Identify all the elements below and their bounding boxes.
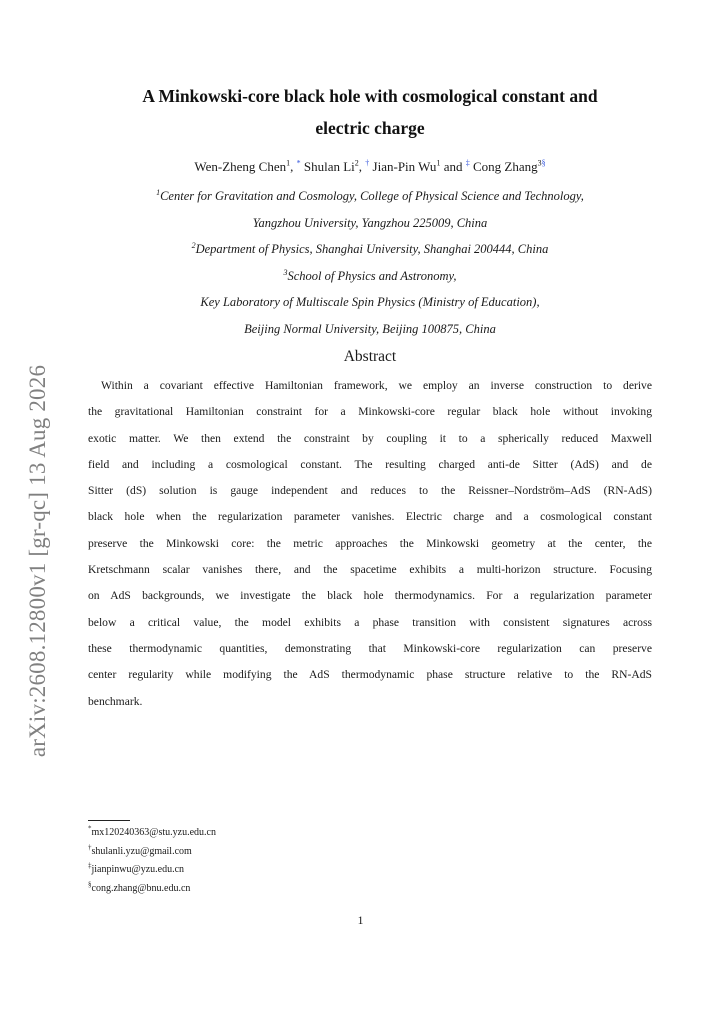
affiliation-line: Key Laboratory of Multiscale Spin Physics (Ministry of Education), bbox=[200, 295, 540, 309]
abstract-line: below a critical value, the model exhibits a phase transition with consistent signatures across bbox=[88, 615, 652, 629]
abstract-line: Sitter (dS) solution is gauge independent and reduces to the Reissner–Nordström–AdS (RN-AdS) bbox=[88, 484, 652, 498]
email-link[interactable]: mx120240363@stu.yzu.edu.cn bbox=[91, 827, 216, 838]
email-link[interactable]: jianpinwu@yzu.edu.cn bbox=[91, 864, 185, 875]
affiliation-line: $^2$Department of Physics, Shanghai University, Shanghai 200444, China bbox=[191, 240, 549, 256]
footnote-link[interactable]: † bbox=[365, 158, 370, 168]
abstract-body bbox=[88, 373, 652, 715]
abstract-line: center regularity while modifying the AdS thermodynamic phase structure relative to the RN-AdS bbox=[88, 668, 652, 682]
affiliation-line: Beijing Normal University, Beijing 100875, China bbox=[244, 321, 496, 336]
footnote: §cong.zhang@bnu.edu.cn bbox=[88, 880, 191, 894]
author: Jian-Pin Wu$^1$ and ‡ bbox=[372, 158, 470, 174]
affiliation-line: $^3$School of Physics and Astronomy, bbox=[283, 267, 457, 283]
abstract-line: these thermodynamic quantities, demonstrating that Minkowski-core regularization can preserve bbox=[88, 641, 652, 655]
abstract-heading: Abstract bbox=[343, 348, 397, 365]
abstract-line: field and including a cosmological constant. The resulting charged anti-de Sitter (AdS) and de bbox=[88, 457, 652, 471]
footnotes bbox=[88, 824, 488, 898]
abstract-line: benchmark. bbox=[88, 694, 143, 708]
author: Cong Zhang$^{3\S}$ bbox=[472, 158, 546, 174]
email-link[interactable]: cong.zhang@bnu.edu.cn bbox=[91, 882, 191, 894]
footnote: ‡jianpinwu@yzu.edu.cn bbox=[88, 861, 185, 875]
abstract-line: exotic matter. We then extend the constraint by coupling it to a spherically reduced Maxwell bbox=[88, 431, 652, 445]
abstract-line: on AdS backgrounds, we investigate the black hole thermodynamics. For a regularization parameter bbox=[88, 589, 652, 603]
author-list bbox=[88, 157, 652, 177]
affiliation-line: $^1$Center for Gravitation and Cosmology, College of Physical Science and Technology, bbox=[156, 187, 584, 203]
affiliations bbox=[88, 183, 652, 342]
affiliation-line: Yangzhou University, Yangzhou 225009, China bbox=[252, 215, 488, 230]
author: Wen-Zheng Chen$^1$, * bbox=[194, 158, 301, 174]
page-number: 1 bbox=[357, 913, 364, 927]
abstract-line: the gravitational Hamiltonian constraint for a Minkowski-core regular black hole without invoking bbox=[88, 405, 652, 419]
abstract-line: preserve the Minkowski core: the metric approaches the Minkowski geometry at the center, the bbox=[88, 536, 652, 550]
footnote: *mx120240363@stu.yzu.edu.cn bbox=[88, 824, 216, 838]
abstract-line: Within a covariant effective Hamiltonian framework, we employ an inverse construction to derive bbox=[101, 379, 652, 392]
paper-title bbox=[88, 80, 652, 144]
title-line-2: electric charge bbox=[315, 118, 425, 138]
footnote: †shulanli.yzu@gmail.com bbox=[88, 843, 192, 857]
arxiv-sidebar-stamp bbox=[20, 364, 56, 758]
email-link[interactable]: shulanli.yzu@gmail.com bbox=[91, 845, 192, 857]
footnote-link[interactable]: § bbox=[541, 158, 546, 168]
arxiv-identifier: arXiv:2608.12800v1 [gr-qc] 13 Aug 2026 bbox=[25, 364, 50, 758]
title-line-1: A Minkowski-core black hole with cosmological constant and bbox=[142, 86, 598, 106]
footnote-rule bbox=[88, 820, 130, 821]
footnote-link[interactable]: ‡ bbox=[465, 158, 470, 168]
footnote-link[interactable]: * bbox=[296, 158, 301, 168]
author: Shulan Li$^2$, † bbox=[303, 158, 370, 174]
abstract-line: Kretschmann scalar vanishes there, and the spacetime exhibits a multi-horizon structure. Focusing bbox=[88, 563, 652, 577]
abstract-line: black hole when the regularization parameter vanishes. Electric charge and a cosmological constant bbox=[88, 510, 652, 524]
